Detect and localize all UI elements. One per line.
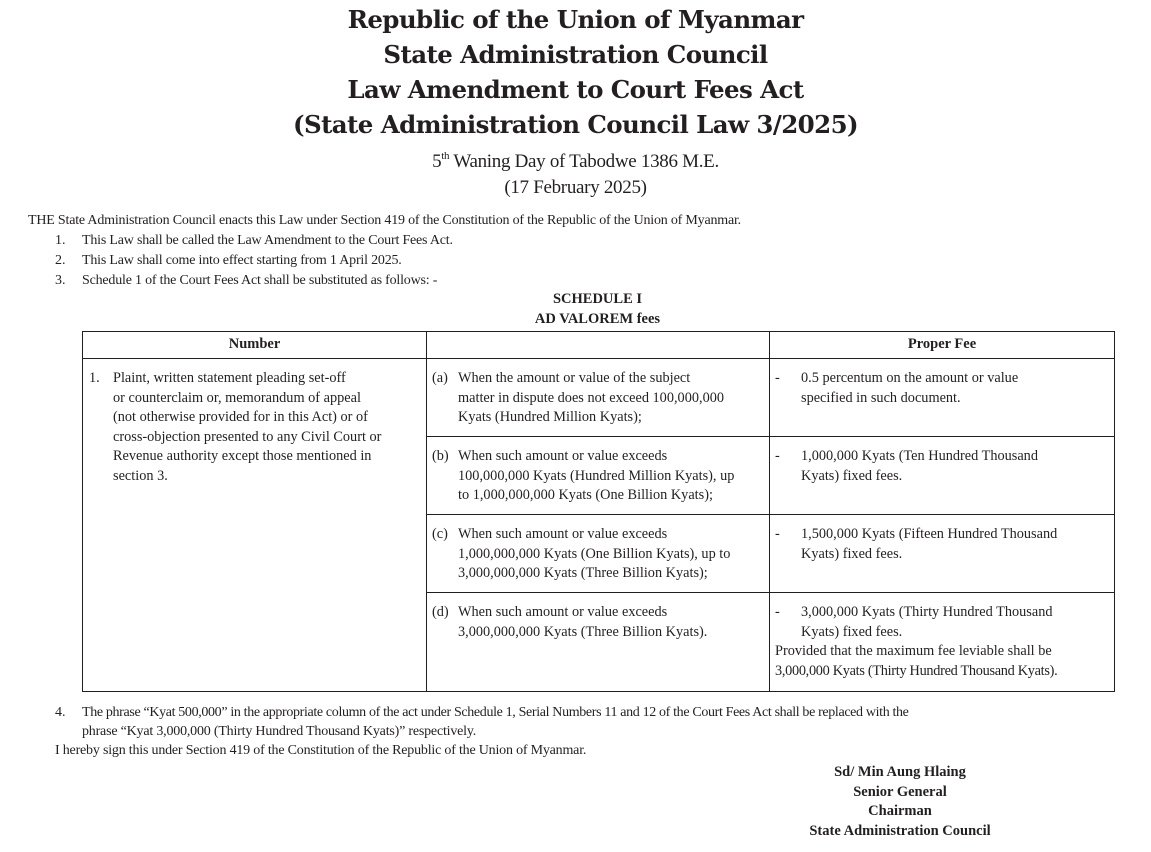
fee-line: 0.5 percentum on the amount or value xyxy=(801,370,1019,386)
condition-line: to 1,000,000,000 Kyats (One Billion Kyats); xyxy=(458,487,713,503)
condition-line: 100,000,000 Kyats (Hundred Million Kyats), up xyxy=(458,467,735,484)
title-line-law-name: Law Amendment to Court Fees Act xyxy=(347,75,804,104)
signatory-body: State Administration Council xyxy=(809,823,991,840)
fee-line: 1,000,000 Kyats (Ten Hundred Thousand xyxy=(801,448,1038,464)
fee-proviso xyxy=(775,642,1110,681)
condition-line: 3,000,000,000 Kyats (Three Billion Kyats); xyxy=(458,565,708,581)
section-number: 4. xyxy=(55,705,66,720)
item-line: section 3. xyxy=(113,467,168,484)
section-number: 2. xyxy=(55,253,66,268)
item-line: or counterclaim or, memorandum of appeal xyxy=(113,389,361,406)
fee-cell xyxy=(770,593,1115,692)
item-cell xyxy=(83,359,427,692)
item-number: 1. xyxy=(89,370,100,386)
condition-cell xyxy=(427,593,770,692)
item-line: Plaint, written statement pleading set-off xyxy=(113,370,346,386)
fee-line: Kyats) fixed fees. xyxy=(801,545,903,562)
date-ordinal: th xyxy=(441,150,450,162)
fee-cell xyxy=(770,515,1115,593)
item-line: Revenue authority except those mentioned in xyxy=(113,448,372,464)
condition-line: When the amount or value of the subject xyxy=(458,370,691,386)
section-number: 3. xyxy=(55,273,66,288)
header-middle xyxy=(427,332,770,359)
fee-dash: - xyxy=(775,370,780,386)
section-number: 1. xyxy=(55,233,66,248)
condition-cell xyxy=(427,359,770,437)
condition-label: (b) xyxy=(432,448,449,464)
condition-line: When such amount or value exceeds xyxy=(458,604,668,620)
section-text: This Law shall come into effect starting from 1 April 2025. xyxy=(82,253,402,268)
title-line-republic: Republic of the Union of Myanmar xyxy=(347,5,804,34)
condition-line: When such amount or value exceeds xyxy=(458,448,668,464)
section-text: The phrase “Kyat 500,000” in the appropriate column of the act under Schedule 1, Serial Numbers 11 and 12 of the Court Fees Act shall be replaced with the xyxy=(82,705,909,720)
fee-line: specified in such document. xyxy=(801,389,961,406)
condition-line: Kyats (Hundred Million Kyats); xyxy=(458,409,642,425)
condition-line: 1,000,000,000 Kyats (One Billion Kyats), up to xyxy=(458,545,731,562)
proviso-line: 3,000,000 Kyats (Thirty Hundred Thousand Kyats). xyxy=(775,662,1058,679)
signature-block xyxy=(780,763,1020,842)
fee-dash: - xyxy=(775,448,780,464)
item-line: cross-objection presented to any Civil Court or xyxy=(113,428,382,445)
fee-cell xyxy=(770,437,1115,515)
condition-line: 3,000,000,000 Kyats (Three Billion Kyats). xyxy=(458,623,708,640)
section-text: Schedule 1 of the Court Fees Act shall be substituted as follows: - xyxy=(82,273,438,288)
fee-dash: - xyxy=(775,604,780,620)
date-myanmar xyxy=(0,151,1151,173)
signatory-rank: Senior General xyxy=(853,783,947,800)
preamble: THE State Administration Council enacts this Law under Section 419 of the Constitution of the Republic of the Union of Myanmar. xyxy=(28,213,741,228)
fee-line: Kyats) fixed fees. xyxy=(801,623,903,640)
fee-dash: - xyxy=(775,526,780,542)
date-day: 5 xyxy=(432,151,442,172)
condition-cell xyxy=(427,437,770,515)
fee-line: Kyats) fixed fees. xyxy=(801,467,903,484)
proviso-line: Provided that the maximum fee leviable shall be xyxy=(775,643,1052,659)
signatory-title: Chairman xyxy=(868,803,932,820)
schedule-table xyxy=(82,331,1115,692)
table-row xyxy=(83,359,1115,437)
date-gregorian: (17 February 2025) xyxy=(504,177,647,198)
schedule-title: SCHEDULE I xyxy=(552,291,643,307)
condition-label: (d) xyxy=(432,604,449,620)
date-rest: Waning Day of Tabodwe 1386 M.E. xyxy=(449,151,719,172)
closing-statement: I hereby sign this under Section 419 of the Constitution of the Republic of the Union of Myanmar. xyxy=(55,743,587,758)
header-number: Number xyxy=(83,332,427,359)
section-text-continued: phrase “Kyat 3,000,000 (Thirty Hundred Thousand Kyats)” respectively. xyxy=(82,724,477,739)
fee-cell xyxy=(770,359,1115,437)
title-line-council: State Administration Council xyxy=(383,40,768,69)
schedule-subtitle: AD VALOREM fees xyxy=(534,311,661,327)
condition-label: (c) xyxy=(432,526,448,542)
condition-line: When such amount or value exceeds xyxy=(458,526,668,542)
condition-cell xyxy=(427,515,770,593)
condition-label: (a) xyxy=(432,370,448,386)
section-text: This Law shall be called the Law Amendment to the Court Fees Act. xyxy=(82,233,453,248)
table-header-row xyxy=(83,332,1115,359)
fee-line: 3,000,000 Kyats (Thirty Hundred Thousand xyxy=(801,604,1053,620)
fee-line: 1,500,000 Kyats (Fifteen Hundred Thousand xyxy=(801,526,1058,542)
condition-line: matter in dispute does not exceed 100,000,000 xyxy=(458,389,725,406)
title-line-law-number: (State Administration Council Law 3/2025) xyxy=(292,110,859,139)
header-proper-fee: Proper Fee xyxy=(770,332,1115,359)
item-description xyxy=(113,369,420,486)
item-line: (not otherwise provided for in this Act) or of xyxy=(113,409,368,425)
signatory-name: Sd/ Min Aung Hlaing xyxy=(834,764,966,780)
